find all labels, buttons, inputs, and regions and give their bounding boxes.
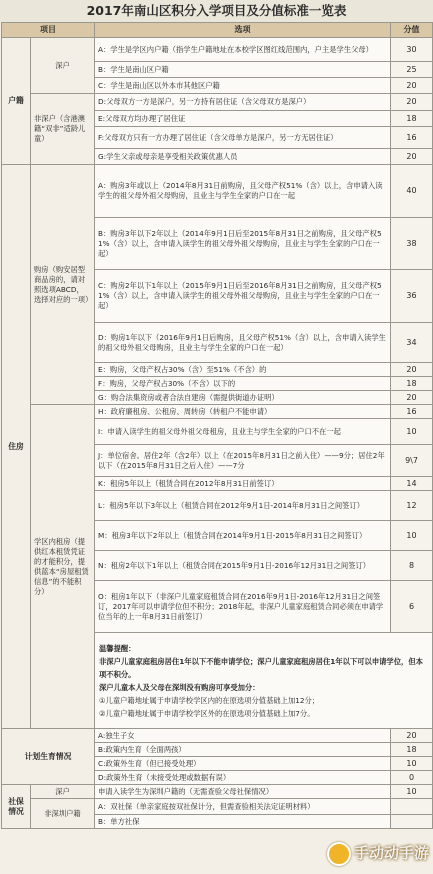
score-cell: 14 [391, 477, 433, 491]
table-row [2, 799, 433, 815]
score-table [1, 22, 433, 829]
group-zhufang: 住房 [2, 165, 31, 729]
score-cell: 9\7 [391, 445, 433, 477]
score-cell: 0 [391, 771, 433, 785]
option-cell: E：购房，父母产权占30%（含）至51%（不含）的 [95, 363, 391, 377]
group-shenhu: 深户 [31, 38, 95, 94]
score-cell: 8 [391, 551, 433, 581]
score-cell: 18 [391, 377, 433, 391]
warm-tip-text: 非深户儿童家庭租房居住1年以下不能申请学位；深户儿童家庭租房居住1年以下可以申请学位，但本项不积分。 [99, 656, 423, 679]
option-cell: J：单位宿舍。居住2年（含2年）以上（在2015年8月31日之前入住）——9分；居住2年以下（在2015年8月31日之后入住）——7分 [95, 445, 391, 477]
score-cell: 6 [391, 581, 433, 633]
score-cell: 18 [391, 743, 433, 757]
option-cell: B：学生是南山区户籍 [95, 62, 391, 78]
extra-points-item: ②儿童户籍地址属于申请学校学区外的在原选项分值基础上加7分。 [99, 708, 315, 718]
option-cell: A：双社保（单亲家庭按双社保计分，但需查验相关法定证明材料） [95, 799, 391, 815]
option-cell: F:父母双方只有一方办理了居住证（含父母单方是深户，另一方无居住证） [95, 127, 391, 149]
option-cell: I：申请入读学生的祖父母外祖父母租房，且业主与学生全家的户口不在一起 [95, 419, 391, 445]
header-score: 分值 [391, 23, 433, 38]
score-cell: 20 [391, 729, 433, 743]
table-row [2, 729, 433, 743]
table-row [2, 165, 433, 218]
table-row [2, 38, 433, 62]
option-cell: C：学生是南山区以外本市其他区户籍 [95, 78, 391, 94]
group-goufang: 购房（购安居型商品房的，请对照选项ABCD，选择对应的一项） [31, 165, 95, 405]
option-cell: H：政府廉租房、公租房、周转房（转租户不能申请） [95, 405, 391, 419]
group-shebao-shenhu: 深户 [31, 785, 95, 799]
score-cell: 10 [391, 757, 433, 771]
table-row [2, 94, 433, 111]
option-cell: D：购房1年以下（2016年9月1日后购房，且父母产权51%（含）以上，含申请入读学生的祖父母外祖父母购房，且业主与学生全家的户口在一起） [95, 323, 391, 363]
option-cell: C:政策外生育（但已接受处理） [95, 757, 391, 771]
group-shebao-feishenhu: 非深圳户籍 [31, 799, 95, 829]
score-cell: 16 [391, 405, 433, 419]
extra-points-title: 深户儿童本人及父母在深圳没有购房可享受加分： [99, 682, 260, 692]
option-cell: A：购房3年或以上（2014年8月31日前购房，且父母产权51%（含）以上，含申请入读学生的祖父母外祖父母购房，且业主与学生全家的户口在一起 [95, 165, 391, 218]
group-huji: 户籍 [2, 38, 31, 165]
option-cell: D:父母双方一方是深户，另一方持有居住证（含父母双方是深户） [95, 94, 391, 111]
score-cell: 30 [391, 38, 433, 62]
score-cell: 25 [391, 62, 433, 78]
score-cell: 20 [391, 391, 433, 405]
score-cell: 20 [391, 94, 433, 111]
score-cell: 10 [391, 521, 433, 551]
option-cell: D:政策外生育（未接受处理或数据有误） [95, 771, 391, 785]
score-cell: 20 [391, 149, 433, 165]
watermark [309, 840, 429, 866]
table-row [2, 785, 433, 799]
option-cell: K：租房5年以上（租赁合同在2012年8月31日前签订） [95, 477, 391, 491]
option-cell: O：租房1年以下（非深户儿童家庭租赁合同在2016年9月1日-2016年12月31日之间签订，2017年可以申请学位但不积分；2018年起，非深户儿童家庭租赁合同必须在申请学位当年的上一年8月31日前签订） [95, 581, 391, 633]
score-cell: 36 [391, 270, 433, 323]
logo-icon [327, 842, 351, 866]
option-cell: 申请入读学生为深圳户籍的（无需查验父母社保情况） [95, 785, 391, 799]
score-cell [391, 799, 433, 815]
option-cell: A:独生子女 [95, 729, 391, 743]
page-title: 2017年南山区积分入学项目及分值标准一览表 [0, 0, 433, 22]
option-cell: N：租房2年以下1年以上（租赁合同在2015年9月1日-2016年12月31日之间签订） [95, 551, 391, 581]
group-jihua: 计划生育情况 [2, 729, 95, 785]
table-row [2, 405, 433, 419]
option-cell: G：购合法集资房或者合法自建房（需提供街道办证明） [95, 391, 391, 405]
table-header-row [2, 23, 433, 38]
watermark-text: 手动动手游 [353, 844, 429, 862]
score-cell: 20 [391, 78, 433, 94]
group-shebao: 社保情况 [2, 785, 31, 829]
score-cell: 12 [391, 491, 433, 521]
header-option: 选项 [95, 23, 391, 38]
header-project: 项目 [2, 23, 95, 38]
score-cell: 40 [391, 165, 433, 218]
option-cell: G:学生父亲或母亲是享受相关政策优惠人员 [95, 149, 391, 165]
option-cell: E:父母双方均办理了居住证 [95, 111, 391, 127]
score-cell: 20 [391, 363, 433, 377]
option-cell: C：购房2年以下1年以上（2015年9月1日后至2016年8月31日之前购房，且父母产权51%（含）以上，含申请入读学生的祖父母外祖父母购房，且业主与学生全家的户口在一起） [95, 270, 391, 323]
score-cell: 16 [391, 127, 433, 149]
score-cell [391, 815, 433, 829]
notes-cell [95, 633, 433, 729]
option-cell: L：租房5年以下3年以上（租赁合同在2012年9月1日-2014年8月31日之间签订） [95, 491, 391, 521]
option-cell: F：购房，父母产权占30%（不含）以下的 [95, 377, 391, 391]
score-cell: 10 [391, 785, 433, 799]
group-feishenhu: 非深户（含港澳籍“双非”适龄儿童） [31, 94, 95, 165]
option-cell: B:政策内生育（全面两孩） [95, 743, 391, 757]
option-cell: A：学生是学区内户籍（指学生户籍地址在本校学区图红线范围内，户主是学生父母） [95, 38, 391, 62]
score-cell: 38 [391, 218, 433, 270]
warm-tip-title: 温馨提醒： [99, 643, 136, 653]
option-cell: M：租房3年以下2年以上（租赁合同在2014年9月1日-2015年8月31日之间签订） [95, 521, 391, 551]
score-cell: 10 [391, 419, 433, 445]
group-zufang: 学区内租房（提供红本租赁凭证的才能积分，提供蓝本“房屋租赁信息”的不能积分） [31, 405, 95, 729]
score-cell: 34 [391, 323, 433, 363]
option-cell: B：单方社保 [95, 815, 391, 829]
option-cell: B：购房3年以下2年以上（2014年9月1日后至2015年8月31日之前购房，且父母产权51%（含）以上，含申请入读学生的祖父母外祖父母购房，且业主与学生全家的户口在一起） [95, 218, 391, 270]
extra-points-item: ①儿童户籍地址属于申请学校学区内的在原选项分值基础上加12分； [99, 695, 320, 705]
score-cell: 18 [391, 111, 433, 127]
